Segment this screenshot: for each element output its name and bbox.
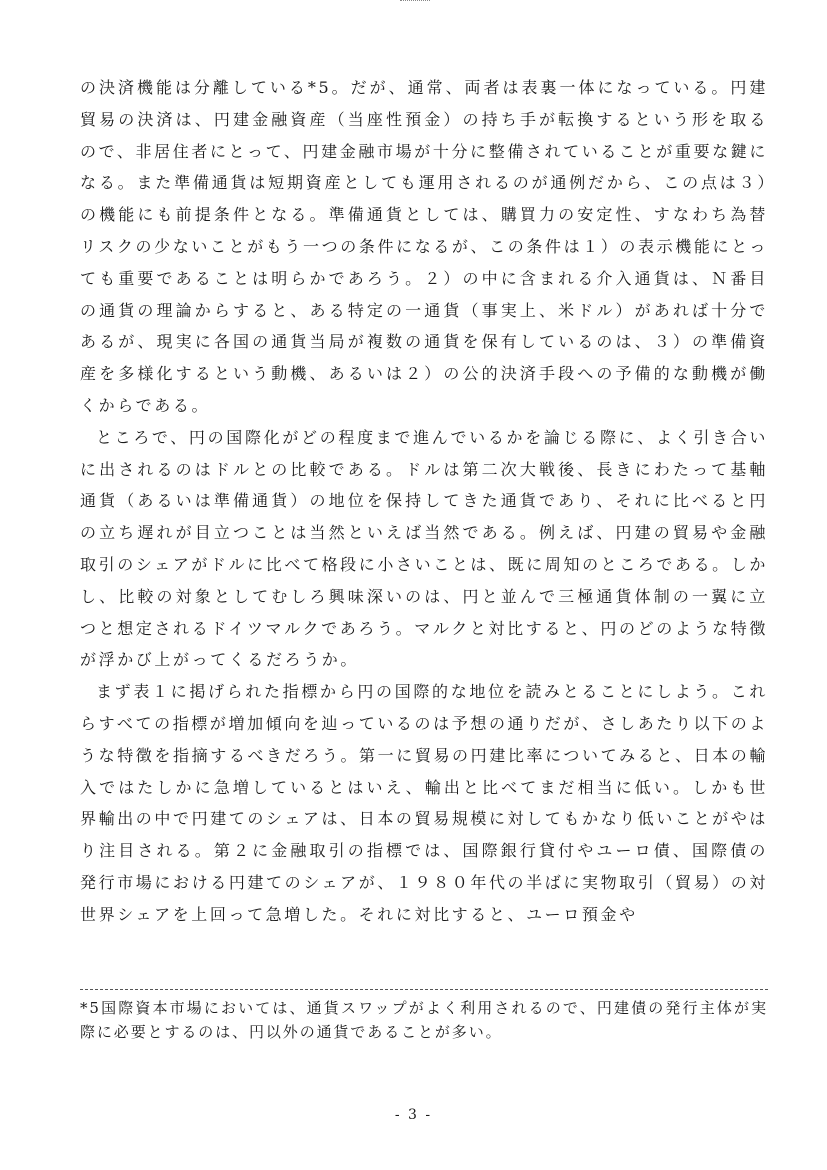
- page-number: - 3 -: [394, 1107, 433, 1123]
- paragraph-2: ところで、円の国際化がどの程度まで進んでいるかを論じる際に、よく引き合いに出されるのはドルとの比較である。ドルは第二次大戦後、長きにわたって基軸通貨（あるいは準備通貨）の地位を保持してきた通貨であり、それに比べると円の立ち遅れが目立つことは当然といえば当然である。例えば、円建の貿易や金融取引のシェアがドルに比べて格段に小さいことは、既に周知のところである。しかし、比較の対象としてむしろ興味深いのは、円と並んで三極通貨体制の一翼に立つと想定されるドイツマルクであろう。マルクと対比すると、円のどのような特徴が浮かび上がってくるだろうか。: [80, 427, 768, 670]
- footnote-5: *5国際資本市場においては、通貨スワップがよく利用されるので、円建債の発行主体が実際に必要とするのは、円以外の通貨であることが多い。: [80, 999, 768, 1041]
- paragraph-1: の決済機能は分離している*5。だが、通常、両者は表裏一体になっている。円建貿易の決済は、円建金融資産（当座性預金）の持ち手が転換するという形を取るので、非居住者にとって、円建金融市場が十分に整備されていることが重要な鍵になる。また準備通貨は短期資産としても運用されるのが通例だから、この点は３）の機能にも前提条件となる。準備通貨としては、購買力の安定性、すなわち為替リスクの少ないことがもう一つの条件になるが、この条件は１）の表示機能にとっても重要であることは明らかであろう。２）の中に含まれる介入通貨は、Ｎ番目の通貨の理論からすると、ある特定の一通貨（事実上、米ドル）があれば十分であるが、現実に各国の通貨当局が複数の通貨を保有しているのは、３）の準備資産を多様化するという動機、あるいは２）の公的決済手段への予備的な動機が働くからである。: [80, 78, 768, 415]
- top-margin-mark: [400, 0, 430, 1]
- body-text: [80, 72, 768, 931]
- footnote-separator: [80, 989, 768, 990]
- paragraph-3: まず表１に掲げられた指標から円の国際的な地位を読みとることにしよう。これらすべての指標が増加傾向を辿っているのは予想の通りだが、さしあたり以下のような特徴を指摘するべきだろう。第一に貿易の円建比率についてみると、日本の輸入ではたしかに急増しているとはいえ、輸出と比べてまだ相当に低い。しかも世界輸出の中で円建てのシェアは、日本の貿易規模に対してもかなり低いことがやはり注目される。第２に金融取引の指標では、国際銀行貸付やユーロ債、国際債の発行市場における円建てのシェアが、１９８０年代の半ばに実物取引（貿易）の対世界シェアを上回って急増した。それに対比すると、ユーロ預金や: [80, 682, 768, 924]
